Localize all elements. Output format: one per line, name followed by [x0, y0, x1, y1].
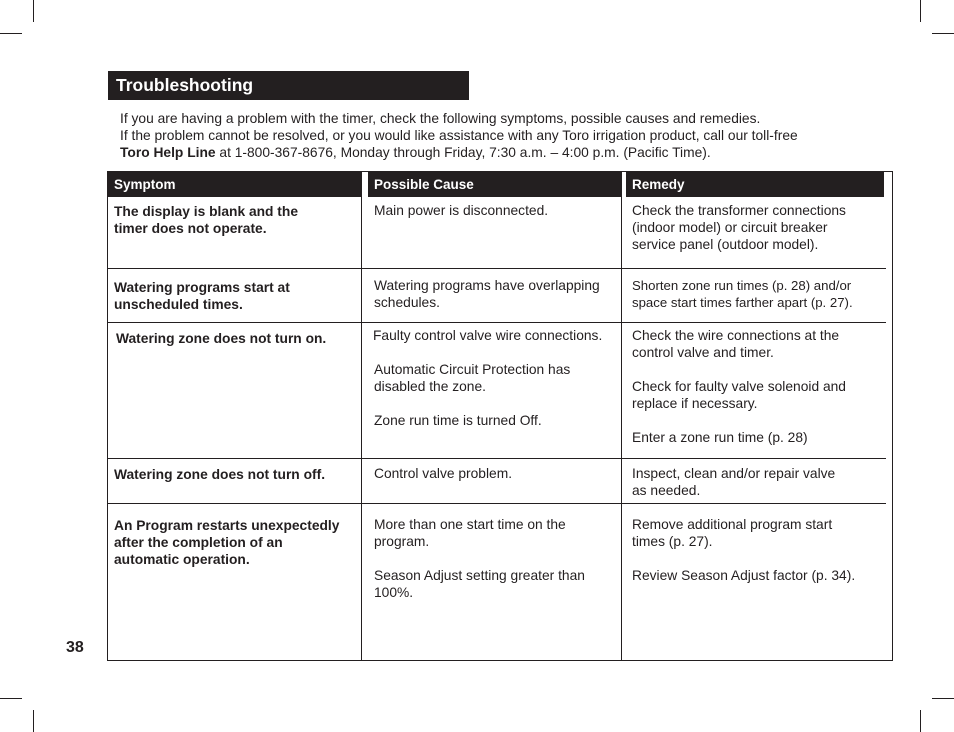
- remedy-cell: [632, 516, 888, 584]
- remedy-cell: [632, 202, 888, 253]
- row-divider: [108, 268, 362, 269]
- cause-cell: [373, 327, 621, 429]
- remedy-text: Check the wire connections at the: [632, 328, 840, 343]
- cause-text: More than one start time on the: [374, 517, 566, 532]
- page-number: 38: [66, 639, 84, 656]
- row-divider: [362, 503, 886, 504]
- symptom-cell: [114, 279, 358, 313]
- column-divider: [621, 197, 622, 660]
- crop-mark: [920, 0, 921, 22]
- symptom-text: Watering programs start at: [114, 280, 290, 295]
- cause-cell: [374, 202, 620, 219]
- header-possible-cause: Possible Cause: [368, 172, 622, 197]
- symptom-cell: [114, 203, 358, 237]
- help-line-label: Toro Help Line: [120, 145, 216, 160]
- remedy-text: Review Season Adjust factor (p. 34).: [632, 568, 856, 583]
- row-divider: [108, 322, 362, 323]
- column-divider: [361, 197, 362, 660]
- crop-mark: [0, 698, 22, 699]
- remedy-cell: [632, 465, 888, 499]
- symptom-cell: [114, 517, 360, 568]
- cause-text: 100%.: [374, 585, 414, 600]
- cause-cell: [374, 277, 620, 311]
- cause-text: Automatic Circuit Protection has: [374, 362, 571, 377]
- remedy-text: (indoor model) or circuit breaker: [632, 220, 828, 235]
- remedy-cell: [632, 327, 888, 446]
- remedy-text: control valve and timer.: [632, 345, 774, 360]
- cause-text: program.: [374, 534, 430, 549]
- section-title: Troubleshooting: [108, 71, 469, 100]
- cause-text: Watering programs have overlapping: [374, 278, 600, 293]
- remedy-text: times (p. 27).: [632, 534, 713, 549]
- remedy-text: service panel (outdoor model).: [632, 237, 819, 252]
- intro-line: [120, 144, 900, 161]
- symptom-text: Watering zone does not turn on.: [116, 331, 327, 346]
- symptom-cell: [116, 330, 358, 347]
- intro-line: If the problem cannot be resolved, or you would like assistance with any Toro irrigation product, call our toll-free: [120, 128, 798, 143]
- remedy-text: Check the transformer connections: [632, 203, 846, 218]
- crop-mark: [932, 698, 954, 699]
- symptom-text: The display is blank and the: [114, 204, 299, 219]
- intro-line: If you are having a problem with the timer, check the following symptoms, possible causes and remedies.: [120, 111, 761, 126]
- row-divider: [362, 268, 886, 269]
- symptom-text: automatic operation.: [114, 552, 250, 567]
- symptom-cell: [114, 466, 358, 483]
- cause-text: schedules.: [374, 295, 440, 310]
- row-divider: [362, 322, 886, 323]
- row-divider: [362, 458, 886, 459]
- cause-text: disabled the zone.: [374, 379, 486, 394]
- remedy-text: as needed.: [632, 483, 701, 498]
- remedy-text: Remove additional program start: [632, 517, 833, 532]
- cause-text: Control valve problem.: [374, 466, 513, 481]
- symptom-text: Watering zone does not turn off.: [114, 467, 326, 482]
- remedy-cell: [632, 277, 890, 311]
- remedy-text: replace if necessary.: [632, 396, 758, 411]
- intro-text: [120, 110, 900, 161]
- remedy-text: Enter a zone run time (p. 28): [632, 430, 808, 445]
- crop-mark: [33, 710, 34, 732]
- crop-mark: [932, 33, 954, 34]
- cause-text: Season Adjust setting greater than: [374, 568, 585, 583]
- row-divider: [108, 458, 362, 459]
- symptom-text: timer does not operate.: [114, 221, 267, 236]
- remedy-text: Inspect, clean and/or repair valve: [632, 466, 836, 481]
- symptom-text: after the completion of an: [114, 535, 283, 550]
- cause-text: Main power is disconnected.: [374, 203, 549, 218]
- crop-mark: [0, 33, 22, 34]
- cause-cell: [374, 516, 620, 601]
- crop-mark: [33, 0, 34, 22]
- header-symptom: Symptom: [108, 172, 362, 197]
- cause-cell: [374, 465, 620, 482]
- symptom-text: unscheduled times.: [114, 297, 243, 312]
- troubleshooting-table: [107, 171, 893, 661]
- help-line-details: at 1-800-367-8676, Monday through Friday, 7:30 a.m. – 4:00 p.m. (Pacific Time).: [215, 145, 711, 160]
- header-remedy: Remedy: [626, 172, 884, 197]
- remedy-text: space start times farther apart (p. 27).: [632, 295, 853, 310]
- cause-text: Zone run time is turned Off.: [374, 413, 542, 428]
- remedy-text: Check for faulty valve solenoid and: [632, 379, 846, 394]
- row-divider: [108, 503, 362, 504]
- symptom-text: An Program restarts unexpectedly: [114, 518, 340, 533]
- cause-text: Faulty control valve wire connections.: [373, 328, 603, 343]
- crop-mark: [920, 710, 921, 732]
- remedy-text: Shorten zone run times (p. 28) and/or: [632, 278, 852, 293]
